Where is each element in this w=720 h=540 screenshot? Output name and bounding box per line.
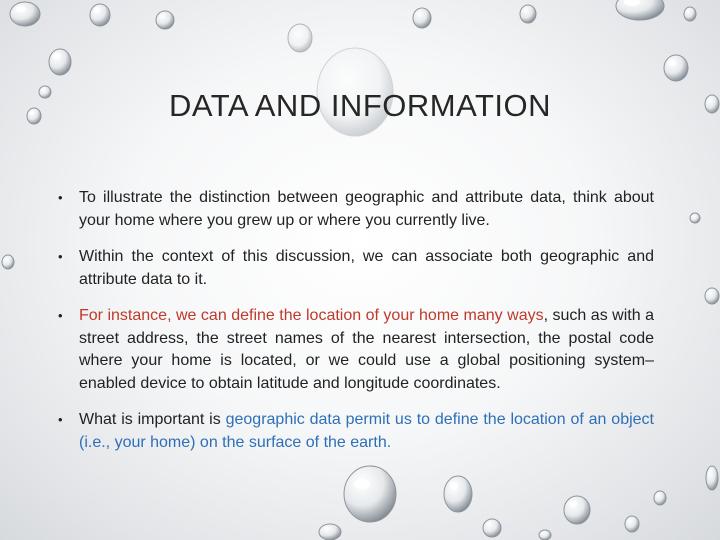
water-drop	[444, 476, 472, 512]
water-drop	[664, 55, 688, 81]
water-drop	[413, 8, 431, 28]
water-drop	[39, 86, 51, 98]
bullet-marker: •	[58, 249, 63, 264]
bullet-text: To illustrate the distinction between geographic and attribute data, think about your home where you grew up or where you currently live.	[79, 189, 654, 229]
water-drop	[90, 4, 110, 26]
water-drop	[49, 49, 71, 75]
water-drop	[27, 108, 41, 124]
bullet-marker: •	[58, 412, 63, 427]
bullet-item	[58, 187, 654, 232]
bullet-highlight-text: For instance, we can define the location of your home many ways	[79, 307, 544, 324]
water-drop	[319, 524, 341, 540]
water-drop	[520, 5, 536, 23]
water-drop	[483, 519, 501, 537]
bullet-text: , such as with a street address, the street names of the nearest intersection, the postal code where your home is located, or we could use a global positioning system–enabled device to obtain latitude and longitude coordinates.	[79, 307, 654, 392]
water-drop	[344, 466, 396, 522]
water-drop	[705, 95, 719, 113]
water-drop	[684, 7, 696, 21]
water-drop	[2, 255, 14, 269]
bullet-list	[58, 187, 654, 468]
water-drop	[288, 24, 312, 52]
water-drop	[654, 491, 666, 505]
bullet-text: Within the context of this discussion, we can associate both geographic and attribute data to it.	[79, 248, 654, 288]
bullet-item	[58, 409, 654, 454]
water-drop	[564, 496, 590, 524]
water-drop	[705, 288, 719, 304]
water-drop	[539, 530, 551, 540]
water-drop	[625, 516, 639, 532]
bullet-highlight-text: geographic data permit us to define the location of an object (i.e., your home) on the surface of the earth.	[79, 411, 655, 451]
water-drop	[10, 2, 40, 26]
slide-title: DATA AND INFORMATION	[168, 88, 551, 123]
water-drop	[706, 466, 718, 490]
bullet-item	[58, 305, 654, 395]
bullet-marker: •	[58, 190, 63, 205]
water-drop	[616, 0, 664, 20]
water-drop	[690, 213, 700, 223]
bullet-marker: •	[58, 308, 63, 323]
bullet-text: What is important is	[79, 411, 226, 428]
bullet-item	[58, 246, 654, 291]
water-drop	[156, 11, 174, 29]
